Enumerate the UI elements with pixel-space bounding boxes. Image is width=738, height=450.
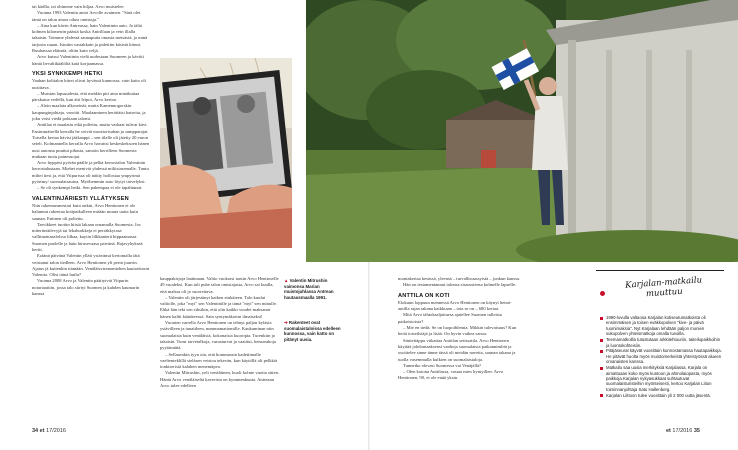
section-heading: ANTTILA ON KOTI [398, 292, 450, 299]
fact-item: Teemamatkoilla tutustutaan arkkitehtuuriin, taiteilupaikkoihin ja luontokohteisiin. [600, 337, 722, 348]
paragraph: Hän on testamentannut talonsa sisarustensa kolmelle lapselle. [403, 282, 517, 288]
page-number: 34 [32, 428, 39, 434]
paragraph: – Sellasenkin tyyn oin, että hommassin kadettimalle vaeltenteklillä sieläsen veistoa tekevän, kun käytöllä oli pelkkiä tonkiseristä kalahen menemäpvo. [160, 351, 278, 370]
fact-item: Karjalan Liittoon tulee vuosittain yli 2 000 uutta jäsentä. [600, 393, 722, 398]
photo-man-raising-finnish-flag [306, 0, 738, 262]
paragraph: Valentin Mitrushin, yeli venäläinen, kuoli kolme vuotta sitten. Häntä Arvo venäläiseltä kaverista on kymmenkunta. Antreaan Arvo tulee edelleen [160, 370, 280, 389]
paragraph: Eräänä päivänä Valentin ylläti ystävänsä kertomalla tätä veistanut talon tiedleen. Arvo Henttonen yli perin juurrin. Ajatus jä kuitenkin itämään. Venäläisviranomiehen kautoettavat Valentia. Olisi tämä huilu? [32, 253, 150, 278]
paragraph: – Aina kun kävin Antreassa, hain Valentinin auto. Ja tältä kolmen kilometrin päästä koska Antrillaan ja vein illalla takaisin. Toimme yhdessä saunapuita omasta metsästä, ja minä tarjosin ruuan. Istuttin vastakkain ja pidettiin käsistä kiinni. Ruuhassaa eläimiä, olitin kuin veljä. [32, 22, 148, 54]
photo-caption-2: ➔ Rakenteet ovat suomalaistaloissa edelleen kunnossa, vain katto on pitänyt uusia. [284, 320, 341, 342]
photo-hands-holding-old-photograph [160, 58, 292, 248]
paragraph: kauppakirjoja laatimaan. Valtio vuokrasi tontin Arvo Henttoselle 49 vuodeksi. Kun tuli puhe talon omistajasta, Arvo sai kuulla, että malssa oli jo suorrettava. [160, 276, 279, 294]
issue-number: 17/2016 [46, 428, 66, 434]
paragraph: Anttilaa ei maalattu eikä poltettu, mutta varkaat tulivat kävi. Ensimmäisellä kerralla he veivät moottorisahan ja sampparajat. Toisella kertaa hävisi jääkaappi – sen tilalle oli jätetty 20 euron seteli. Kolmannella kerralla Arvo havaitsi keskeskeksoen hänen uusi autonsa puuttui pihasta, samoin kerrilleen Suomesta mukaan tuotu painesuojat. [32, 122, 150, 159]
paragraph: Elokuun loppuun mennessä Arvo Henttonen on käynyt heinä- autilla rajan takana kaikkiaan – tota se on – 680 kertaa. [398, 299, 512, 312]
fact-list [600, 315, 722, 399]
paragraph: – Mie en tiedä. Se on luopoiblemia. Mikkin tulevaisuus? Kun heitä toiseilsiäjä ja lisää. On hyvin vaikea sanoa. [398, 325, 517, 337]
paragraph: Tarvikkeet tuotiin hiistä lakaan ornamalla Suomesta. Jos miteritnttilevyjä tai lekahurkkeja ei perräkkyrasa valltimattasalolssa lilkaa, kaytin lilkkanierä kippaamassa Suomen puolelle ja hain hirusevaasa paivänä. Rajavyhykseä kertti. [32, 221, 143, 252]
fact-box-title: Karjalan-matkailu muuttuu [624, 275, 703, 300]
paragraph: – Olen kotona Anttilassa, vastaa mies hymyillen. Arvo Henttonen, 90, ei ole enää yksin. [398, 369, 504, 381]
left-column-1 [32, 4, 150, 297]
paragraph: Niin rakennusmestari kuin onkin, Arvo Henttonen ei ole halunnut rakentaa kotipaikalleen mitään muuta uutta kuin saunan. Entinen oli poltettu. [32, 202, 138, 221]
magazine-logo: et [39, 428, 45, 434]
right-column-1 [398, 276, 522, 382]
paragraph: Arvo kutsui Valentinin vielä uudestaan Suomeen ja kävitti häntä lievaltikäälöltä kaiä korjaamassa. [32, 54, 144, 66]
arrow-icon: ▲ [284, 278, 289, 283]
paragraph: – Aloin maalata alkoseinät, mutta Kamennogorskin kaupunginjohtaja, varoitti. Maalaaminen herättäisi katseita, ja joku voisi viedä pohtaan talomi. [32, 103, 146, 122]
paragraph: Vuonna 2008 Arvo ja Valentin päättyivät Viipurin notariaattiin, jossa talo siirtyi Suomen ja kahden kaumarin kanssa [32, 278, 140, 297]
fact-item: 1990-luvulla valtaosa Karjalan kotiseutumatkoista oli ensimmäisen ja toisen eväkkopolven "kive- ja päivä tuomimaksia". Nyt Karjalaan lehdään paljon monien sukupolven yhteismatkoja omalla tuvoilla. [600, 315, 722, 337]
magazine-logo: et [666, 428, 671, 434]
left-column-3 [160, 276, 280, 389]
issue-number: 17/2016 [672, 428, 693, 434]
footer-left [32, 428, 66, 434]
paragraph: Tunnetko olevasi Suomessa vai Venäjällä? [403, 362, 482, 368]
section-heading: VALENTINJÄRIESTI YLLÄTYKSEN [32, 195, 129, 202]
paragraph: – Se oli synkempi hetki. Sen pahempaa ei ole tapahtunut. [37, 185, 143, 191]
paragraph: montakertaa kesässä, yleensä – turvallisuussyistä – jonkun kanssa. [398, 276, 521, 281]
paragraph: Vuonna 1993 Valentin antoi Arvolle avaimen. "Sinä olet tämä on talon ainoa oikea omistaja." [32, 10, 141, 22]
paragraph: – Muistan lapsuudesta, että meidän piti aina minäkuttaa pärskatoa vedellä, kun äiti leipoi, Arvo kertoo. [32, 90, 140, 103]
paragraph: Arvo hyppäsi pyörän päälle ja pelkä kerrostalon Valentinin kerrostalustaan. Miehet menivät yhdessä miliisiasemalle. Tuntu miltei tiesi ja, että Viipurissa oli näitty hollostaa ympyrimä pyörtmy/ suomalaisautoa. Myöhemmin auto löytyi tärvelyksi. [32, 160, 149, 185]
fact-item: Pitäjäseurat käyvät vuosittain kunnostamassa hautapaikkoja. He pitävät huolta myös muistomerkeistä yhteistyössä alueen omanaisten kanssa. [600, 348, 722, 364]
arrow-icon: ➔ [284, 320, 288, 325]
fact-item: Matkailu saa uusia merkityksiä Karjalassa. Karjala on aimattuaan koko myös kuntoon ja ahmolaiopasta, myös paikkoja.Karjalan nykyasukkaat suhtautuvat suomalaisturisteihin myönteisesti, kertoo Karjalan Liiton toiminnanjohtaja Satu Hallenberg. [600, 365, 722, 392]
paragraph: Vaahan kolttalon hitret olivat hyvässä kunnossa, vain katto oli uusittava. [32, 78, 146, 90]
paragraph: Sinitettäppu viikattaa Anttilan setissatila. Arvo Henttonen käyttää johdontaaksensi vanhoja suomalaisia paikannimlitä ja osoittelee sinne tänne tässä oli meidän navetta, saunan takana ja tuolla vasemmalla kulkien on suomalaistaloja. [398, 337, 516, 362]
photo-caption-1: ▲ Valentin Mitrushin vaimonsa Marian muistojuhlassa Antrean hautausmaalla 1991. [284, 278, 334, 300]
fact-box [596, 270, 724, 421]
paragraph: tai kädlla, tai ohimene vain hiljaa. Arvo muistelee. [32, 4, 125, 9]
footer-right [666, 428, 700, 434]
section-heading: YKSI SYNKKEMPI HETKI [32, 70, 103, 77]
paragraph: Vuonien varrella Arvo Henttonen on tehnyt paljon kyläsia ystävilleen ja tunaitleen, nummamattomille. Kaukaminan niin suomalaisia kuin venäläisiä, kokonaisia kuoropia. Turenkiin ja takaisin. Turut tarvetalkoja, varusturvat ja vaatitut, bensarahoja pyytämättä. [160, 320, 276, 351]
red-dot-icon [600, 291, 605, 296]
paragraph: – Valentin oli järjestänyt kaiken etukäteen. Talo kuului valtiolle, joka "myi" sen Valentinille ja tämä "myi" sen minulle. Ehkä hän teki sen siksikin, että olin kaikki vuodet maksanut hänen kaltit käänkeessä. Sain syntymäkotini ilmaiseksi! [160, 294, 278, 319]
page-number: 35 [693, 428, 700, 434]
paragraph: Mitä Arvo tähtoksaljaitaesa ajatellee Suomen tulleista paikoistoista? [398, 312, 502, 324]
